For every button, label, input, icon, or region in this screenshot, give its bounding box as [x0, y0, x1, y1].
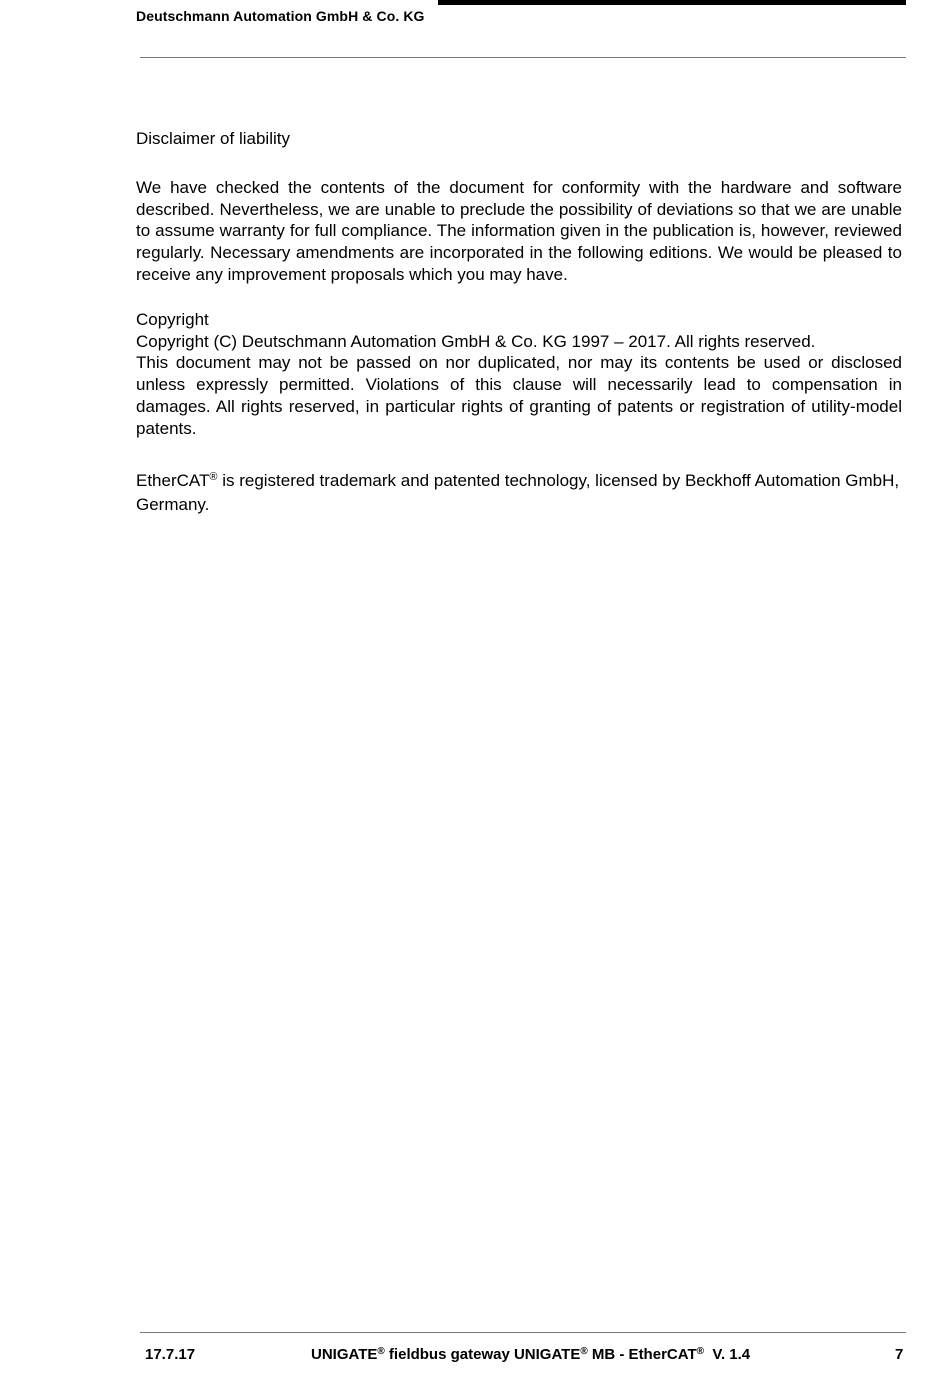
document-body: [136, 128, 902, 518]
footer-title-part: MB - EtherCAT: [587, 1346, 697, 1363]
trademark-brand: EtherCAT: [136, 470, 210, 490]
footer-date: 17.7.17: [145, 1346, 196, 1363]
footer-divider: [140, 1332, 906, 1333]
footer-title-part: fieldbus gateway UNIGATE: [384, 1346, 581, 1363]
registered-mark: ®: [209, 470, 218, 483]
copyright-paragraph: This document may not be passed on nor duplicated, nor may its contents be used or disclosed unless expressly permitted. Violations of this clause will necessarily lead to compensation in damages. All rights reserved, in particular rights of granting of patents or registration of utility-model patents.: [136, 353, 902, 438]
disclaimer-paragraph: We have checked the contents of the document for conformity with the hardware and software described. Nevertheless, we are unable to preclude the possibility of deviations so that we are unable to assume warranty for full compliance. The information given in the publication is, however, reviewed regularly. Necessary amendments are incorporated in the following editions. We would be pleased to receive any improvement proposals which you may have.: [136, 177, 902, 284]
footer-document-title: [311, 1346, 750, 1363]
header-top-bar: [438, 0, 906, 5]
footer-page-number: 7: [895, 1346, 904, 1363]
header-company-name: Deutschmann Automation GmbH & Co. KG: [136, 8, 425, 24]
footer-version: V. 1.4: [704, 1346, 751, 1363]
header-divider: [140, 57, 906, 58]
disclaimer-heading: Disclaimer of liability: [136, 129, 290, 148]
copyright-statement: Copyright (C) Deutschmann Automation GmbH & Co. KG 1997 – 2017. All rights reserved.: [136, 331, 816, 351]
footer-title-part: UNIGATE: [311, 1346, 378, 1363]
registered-mark: ®: [377, 1346, 385, 1357]
registered-mark: ®: [696, 1346, 704, 1357]
trademark-text: is registered trademark and patented technology, licensed by Beckhoff Automation GmbH, Germany.: [136, 470, 900, 515]
trademark-paragraph: [136, 469, 902, 518]
copyright-heading: Copyright: [136, 309, 209, 329]
registered-mark: ®: [580, 1346, 588, 1357]
